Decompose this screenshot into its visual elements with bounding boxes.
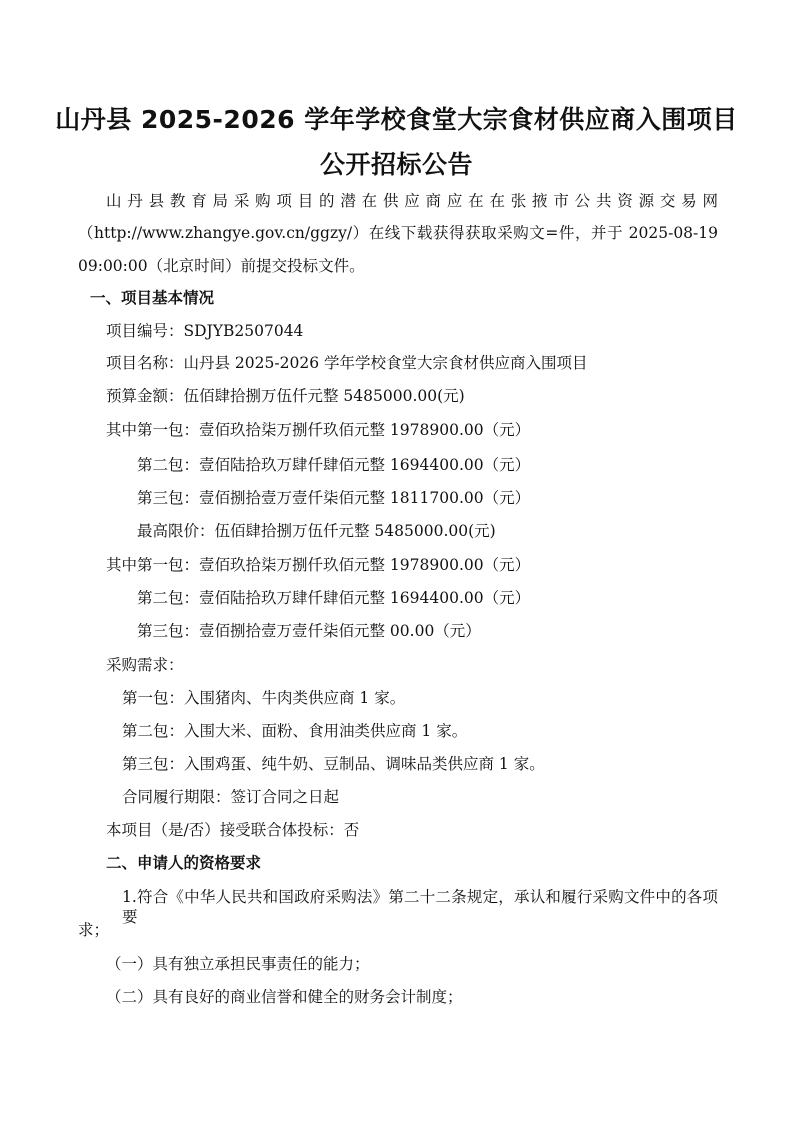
budget-amount: 预算金额：伍佰肆拾捌万伍仟元整 5485000.00(元) [106, 387, 465, 405]
section2-heading: 二、申请人的资格要求 [106, 854, 262, 872]
budget-lot1: 其中第一包：壹佰玖拾柒万捌仟玖佰元整 1978900.00（元） [106, 421, 531, 439]
qualification-sub2: （二）具有良好的商业信誉和健全的财务会计制度； [106, 988, 463, 1006]
intro-line-2: （http://www.zhangye.gov.cn/ggzy/）在线下载获得获取采购文=件，并于 2025-08-19 [78, 224, 718, 242]
document-title-line1: 山丹县 2025-2026 学年学校食堂大宗食材供应商入围项目 [55, 105, 738, 134]
section1-heading: 一、项目基本情况 [90, 289, 215, 307]
project-name: 项目名称：山丹县 2025-2026 学年学校食堂大宗食材供应商入围项目 [106, 354, 588, 372]
intro-line-1: 山丹县教育局采购项目的潜在供应商应在在张掖市公共资源交易网 [106, 192, 718, 210]
qualification-sub1: （一）具有独立承担民事责任的能力； [106, 955, 370, 973]
budget-lot3: 第三包：壹佰捌拾壹万壹仟柒佰元整 1811700.00（元） [137, 489, 531, 507]
max-lot2: 第二包：壹佰陆拾玖万肆仟肆佰元整 1694400.00（元） [137, 589, 531, 607]
req-lot2: 第二包：入围大米、面粉、食用油类供应商 1 家。 [122, 722, 468, 740]
requirements-label: 采购需求： [106, 656, 184, 674]
max-lot3: 第三包：壹佰捌拾壹万壹仟柒佰元整 00.00（元） [137, 622, 481, 640]
consortium-statement: 本项目（是/否）接受联合体投标：否 [106, 821, 360, 839]
qualification-item1-line2: 求； [78, 921, 110, 939]
max-price: 最高限价：伍佰肆拾捌万伍仟元整 5485000.00(元) [137, 522, 496, 540]
budget-lot2: 第二包：壹佰陆拾玖万肆仟肆佰元整 1694400.00（元） [137, 456, 531, 474]
req-lot3: 第三包：入围鸡蛋、纯牛奶、豆制品、调味品类供应商 1 家。 [122, 755, 545, 773]
contract-period: 合同履行期限：签订合同之日起 [122, 788, 340, 806]
qualification-item1-line1: 1.符合《中华人民共和国政府采购法》第二十二条规定，承认和履行采购文件中的各项要 [122, 888, 718, 926]
max-lot1: 其中第一包：壹佰玖拾柒万捌仟玖佰元整 1978900.00（元） [106, 556, 531, 574]
document-title-line2: 公开招标公告 [319, 150, 473, 179]
project-number: 项目编号：SDJYB2507044 [106, 322, 304, 340]
intro-line-3: 09:00:00（北京时间）前提交投标文件。 [78, 257, 365, 275]
req-lot1: 第一包：入围猪肉、牛肉类供应商 1 家。 [122, 689, 406, 707]
